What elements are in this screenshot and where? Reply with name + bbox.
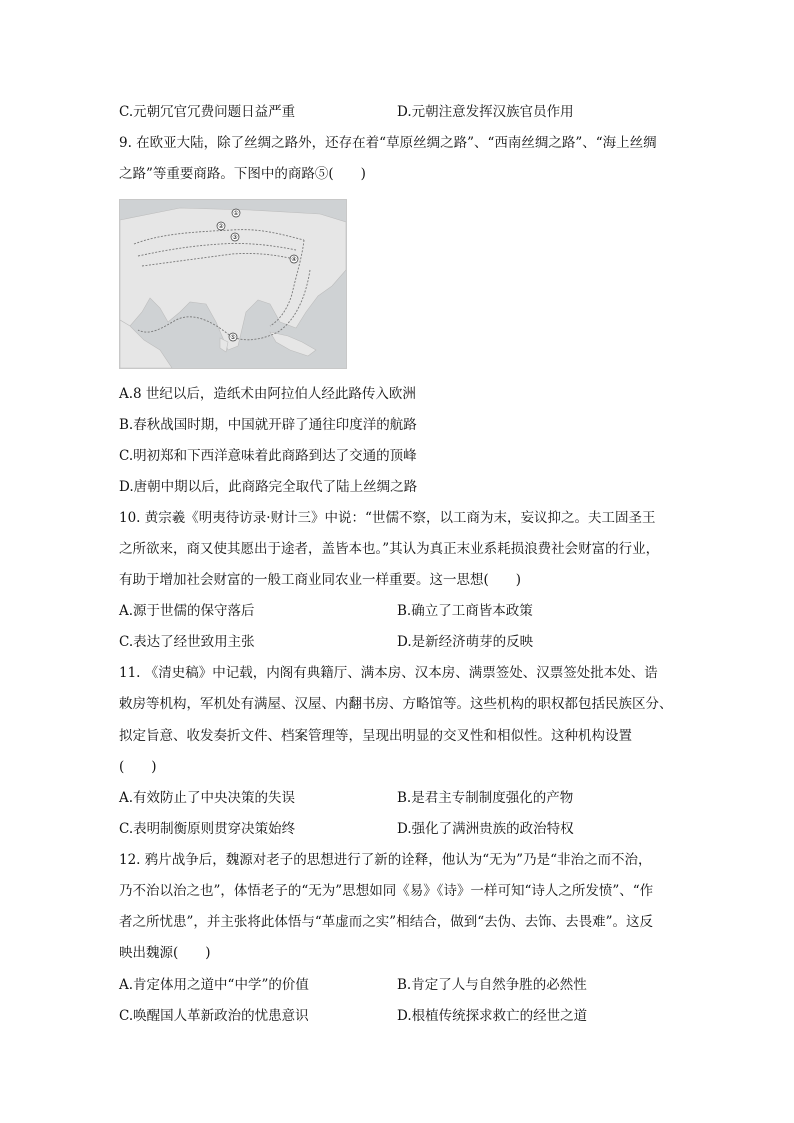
svg-text:③: ③ — [232, 234, 238, 242]
q11-stem-line1: 11. 《清史稿》中记载，内阁有典籍厅、满本房、汉本房、满票签处、汉票签处批本处、诰 — [119, 665, 658, 681]
q9-option-d: D.唐朝中期以后，此商路完全取代了陆上丝绸之路 — [119, 479, 418, 495]
route-marker-5 — [229, 333, 237, 341]
q12-option-a: A.肯定体用之道中“中学”的价值 — [119, 977, 309, 993]
q12-stem-line2: 乃不治以治之也”，体悟老子的“无为”思想如同《易》《诗》一样可知“诗人之所发愤”、“作 — [119, 883, 654, 899]
q9-option-b: B.春秋战国时期，中国就开辟了通往印度洋的航路 — [119, 417, 417, 433]
q9-stem-line1: 9. 在欧亚大陆，除了丝绸之路外，还存在着“草原丝绸之路”、“西南丝绸之路”、“海上丝绸 — [119, 135, 657, 151]
q11-option-d: D.强化了满洲贵族的政治特权 — [397, 821, 574, 837]
q11-option-b: B.是君主专制制度强化的产物 — [397, 790, 574, 806]
q9-stem-line2: 之路”等重要商路。下图中的商路⑤( ) — [119, 166, 366, 182]
q10-option-b: B.确立了工商皆本政策 — [397, 603, 533, 619]
q10-stem-line1: 10. 黄宗羲《明夷待访录·财计三》中说：“世儒不察，以工商为末，妄议抑之。夫工固圣王 — [119, 510, 656, 526]
q8-option-d: D.元朝注意发挥汉族官员作用 — [397, 104, 574, 120]
q10-option-a: A.源于世儒的保守落后 — [119, 603, 255, 619]
q12-option-c: C.唤醒国人革新政治的忧患意识 — [119, 1008, 309, 1024]
q12-stem-line3: 者之所忧患”，并主张将此体悟与“革虚而之实”相结合，做到“去伪、去饰、去畏难”。这反 — [119, 914, 654, 930]
q11-stem-line3: 拟定旨意、收发奏折文件、档案管理等，呈现出明显的交叉性和相似性。这种机构设置 — [119, 728, 632, 744]
q10-stem-line2: 之所欲来，商又使其愿出于途者，盖皆本也。”其认为真正末业系耗损浪费社会财富的行业， — [119, 541, 660, 557]
route-marker-4 — [290, 255, 298, 263]
map-graphic — [120, 200, 346, 368]
svg-text:①: ① — [233, 210, 239, 218]
q12-option-d: D.根植传统探求救亡的经世之道 — [397, 1008, 588, 1024]
route-marker-1 — [232, 209, 240, 217]
svg-text:④: ④ — [291, 256, 297, 264]
svg-text:②: ② — [218, 223, 224, 231]
q11-stem-line4: ( ) — [119, 759, 157, 775]
trade-route-map — [119, 199, 347, 369]
q12-option-b: B.肯定了人与自然争胜的必然性 — [397, 977, 587, 993]
q11-option-c: C.表明制衡原则贯穿决策始终 — [119, 821, 296, 837]
svg-text:⑤: ⑤ — [230, 334, 236, 342]
q9-option-c: C.明初郑和下西洋意味着此商路到达了交通的顶峰 — [119, 448, 417, 464]
q8-option-c: C.元朝冗官冗费问题日益严重 — [119, 104, 296, 120]
route-marker-2 — [217, 222, 225, 230]
q9-option-a: A.8 世纪以后，造纸术由阿拉伯人经此路传入欧洲 — [119, 386, 416, 402]
q10-option-d: D.是新经济萌芽的反映 — [397, 634, 534, 650]
q12-stem-line1: 12. 鸦片战争后，魏源对老子的思想进行了新的诠释，他认为“无为”乃是“非治之而不治， — [119, 852, 652, 868]
q11-stem-line2: 敕房等机构，军机处有满屋、汉屋、内翻书房、方略馆等。这些机构的职权都包括民族区分、 — [119, 696, 673, 712]
q10-stem-line3: 有助于增加社会财富的一般工商业同农业一样重要。这一思想( ) — [119, 572, 522, 588]
route-marker-3 — [231, 233, 239, 241]
q11-option-a: A.有效防止了中央决策的失误 — [119, 790, 296, 806]
q12-stem-line4: 映出魏源( ) — [119, 945, 211, 961]
q10-option-c: C.表达了经世致用主张 — [119, 634, 255, 650]
